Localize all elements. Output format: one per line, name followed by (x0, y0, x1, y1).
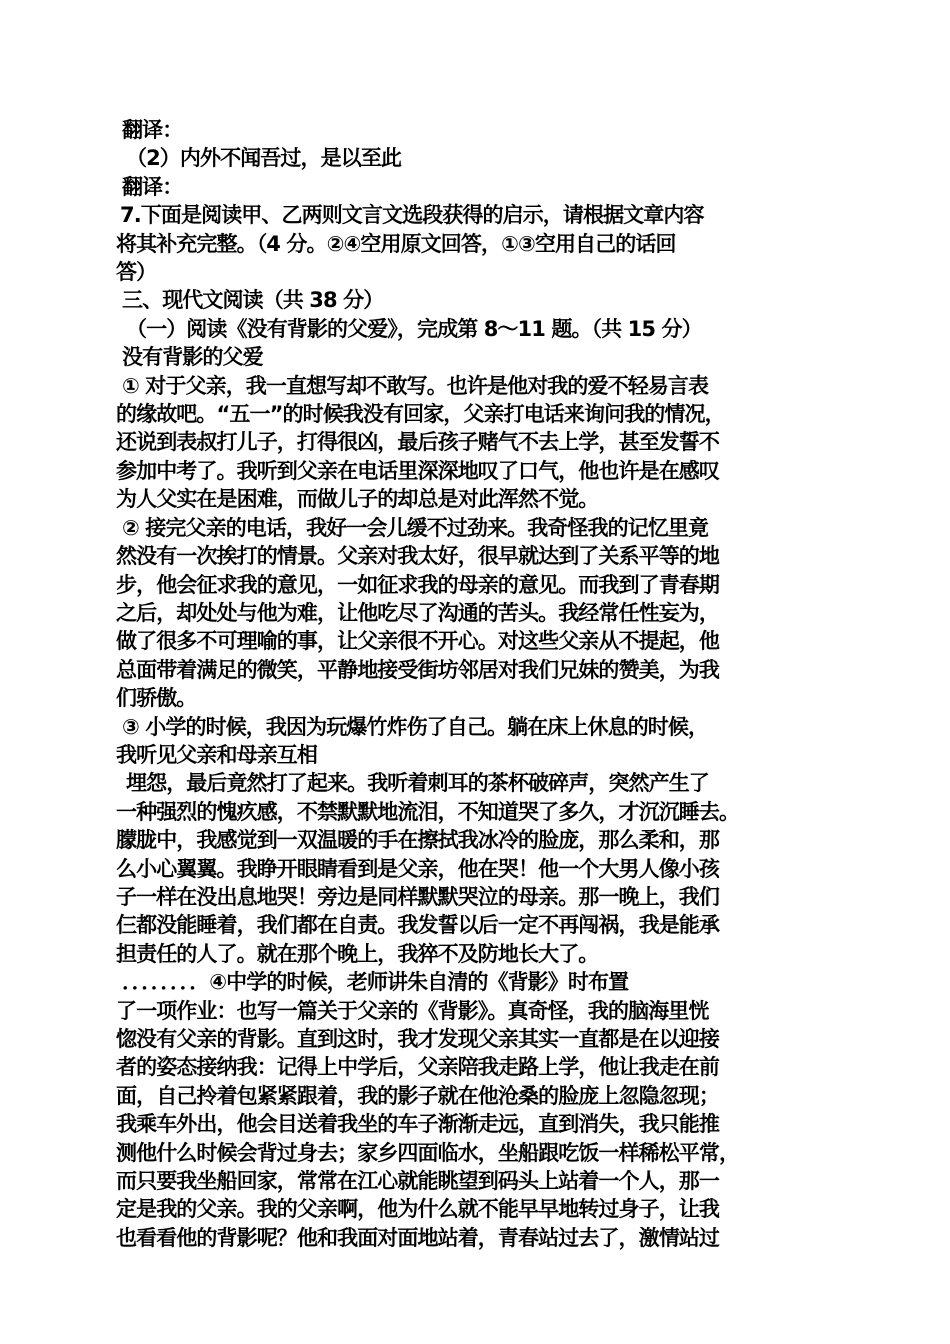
translation-label-2: 翻译： (122, 174, 183, 199)
paragraph-3-line: ③ 小学的时候，我因为玩爆竹炸伤了自己。躺在床上休息的时候， (122, 714, 709, 739)
paragraph-4-line: 我乘车外出，他会目送着我坐的车子渐渐走远，直到消失，我只能推 (116, 1112, 719, 1137)
paragraph-3-line: 一种强烈的愧疚感，不禁默默地流泪，不知道哭了多久，才沉沉睡去。 (116, 799, 740, 824)
translation-label-1: 翻译： (122, 118, 183, 142)
paragraph-1-line: ① 对于父亲，我一直想写却不敢写。也许是他对我的爱不轻易言表 (122, 373, 709, 398)
paragraph-4-line: 面，自己拎着包紧紧跟着，我的影子就在他沧桑的脸庞上忽隐忽现； (116, 1083, 719, 1108)
subsection-heading: （一）阅读《没有背影的父爱》，完成第 8～11 题。（共 15 分） (126, 316, 702, 341)
paragraph-4-line: 而只要我坐船回家，常常在江心就能眺望到码头上站着一个人，那一 (116, 1169, 719, 1194)
paragraph-1-line: 还说到表叔打儿子，打得很凶，最后孩子赌气不去上学，甚至发誓不 (116, 430, 719, 455)
question-7-line-3: 答） (116, 260, 157, 285)
paragraph-2-line: 们骄傲。 (116, 686, 197, 711)
paragraph-2-line: 做了很多不可理喻的事，让父亲很不开心。对这些父亲从不提起，他 (116, 629, 719, 654)
article-title: 没有背影的父爱 (122, 345, 263, 370)
paragraph-3-line: 我听见父亲和母亲互相 (116, 742, 317, 767)
paragraph-4-line: 也看看他的背影呢？他和我面对面地站着，青春站过去了，激情站过 (116, 1225, 719, 1250)
paragraph-2-line: ② 接完父亲的电话，我好一会儿缓不过劲来。我奇怪我的记忆里竟 (122, 515, 709, 540)
section-heading: 三、现代文阅读（共 38 分） (122, 288, 384, 313)
question-7-line-1: 7.下面是阅读甲、乙两则文言文选段获得的启示，请根据文章内容 (120, 203, 704, 228)
paragraph-4-line: 定是我的父亲。我的父亲啊，他为什么就不能早早地转过身子，让我 (116, 1197, 719, 1222)
paragraph-1-line: 的缘故吧。“五一”的时候我没有回家，父亲打电话来询问我的情况， (116, 402, 725, 427)
paragraph-3-line: 仨都没能睡着，我们都在自责。我发誓以后一定不再闯祸，我是能承 (116, 913, 719, 938)
document-page (116, 116, 856, 1252)
paragraph-4-line: 了一项作业：也写一篇关于父亲的《背影》。真奇怪，我的脑海里恍 (116, 998, 709, 1023)
question-item-2: （2）内外不闻吾过，是以至此 (126, 146, 402, 171)
paragraph-3-line: 担责任的人了。就在那个晚上，我猝不及防地长大了。 (116, 941, 599, 966)
paragraph-1-line: 参加中考了。我听到父亲在电话里深深地叹了口气，他也许是在感叹 (116, 458, 719, 483)
paragraph-4-line: 者的姿态接纳我：记得上中学后，父亲陪我走路上学，他让我走在前 (116, 1055, 719, 1080)
paragraph-1-line: 为人父实在是困难，而做儿子的却总是对此浑然不觉。 (116, 487, 599, 512)
paragraph-2-line: 之后，却处处与他为难，让他吃尽了沟通的苦头。我经常任性妄为， (116, 600, 719, 625)
question-7-line-2: 将其补充完整。（4 分。②④空用原文回答，①③空用自己的话回 (116, 231, 676, 256)
paragraph-3-line: 么小心翼翼。我睁开眼睛看到是父亲，他在哭！他一个大男人像小孩 (116, 856, 719, 881)
paragraph-3-line: 朦胧中，我感觉到一双温暖的手在擦拭我冰冷的脸庞，那么柔和，那 (116, 828, 719, 853)
paragraph-2-line: 然没有一次挨打的情景。父亲对我太好，很早就达到了关系平等的地 (116, 544, 719, 569)
paragraph-2-line: 总面带着满足的微笑，平静地接受街坊邻居对我们兄妹的赞美，为我 (116, 657, 719, 682)
paragraph-3-line: 埋怨，最后竟然打了起来。我听着刺耳的茶杯破碎声，突然产生了 (126, 771, 709, 796)
paragraph-4-line: 测他什么时候会背过身去；家乡四面临水，坐船跟吃饭一样稀松平常， (116, 1140, 740, 1165)
paragraph-4-line: 惚没有父亲的背影。直到这时，我才发现父亲其实一直都是在以迎接 (116, 1027, 719, 1051)
paragraph-4-line: ．．．．．．．．④中学的时候，老师讲朱自清的《背影》时布置 (122, 970, 629, 995)
paragraph-2-line: 步，他会征求我的意见，一如征求我的母亲的意见。而我到了青春期 (116, 572, 719, 597)
paragraph-3-line: 子一样在没出息地哭！旁边是同样默默哭泣的母亲。那一晚上，我们 (116, 884, 719, 909)
